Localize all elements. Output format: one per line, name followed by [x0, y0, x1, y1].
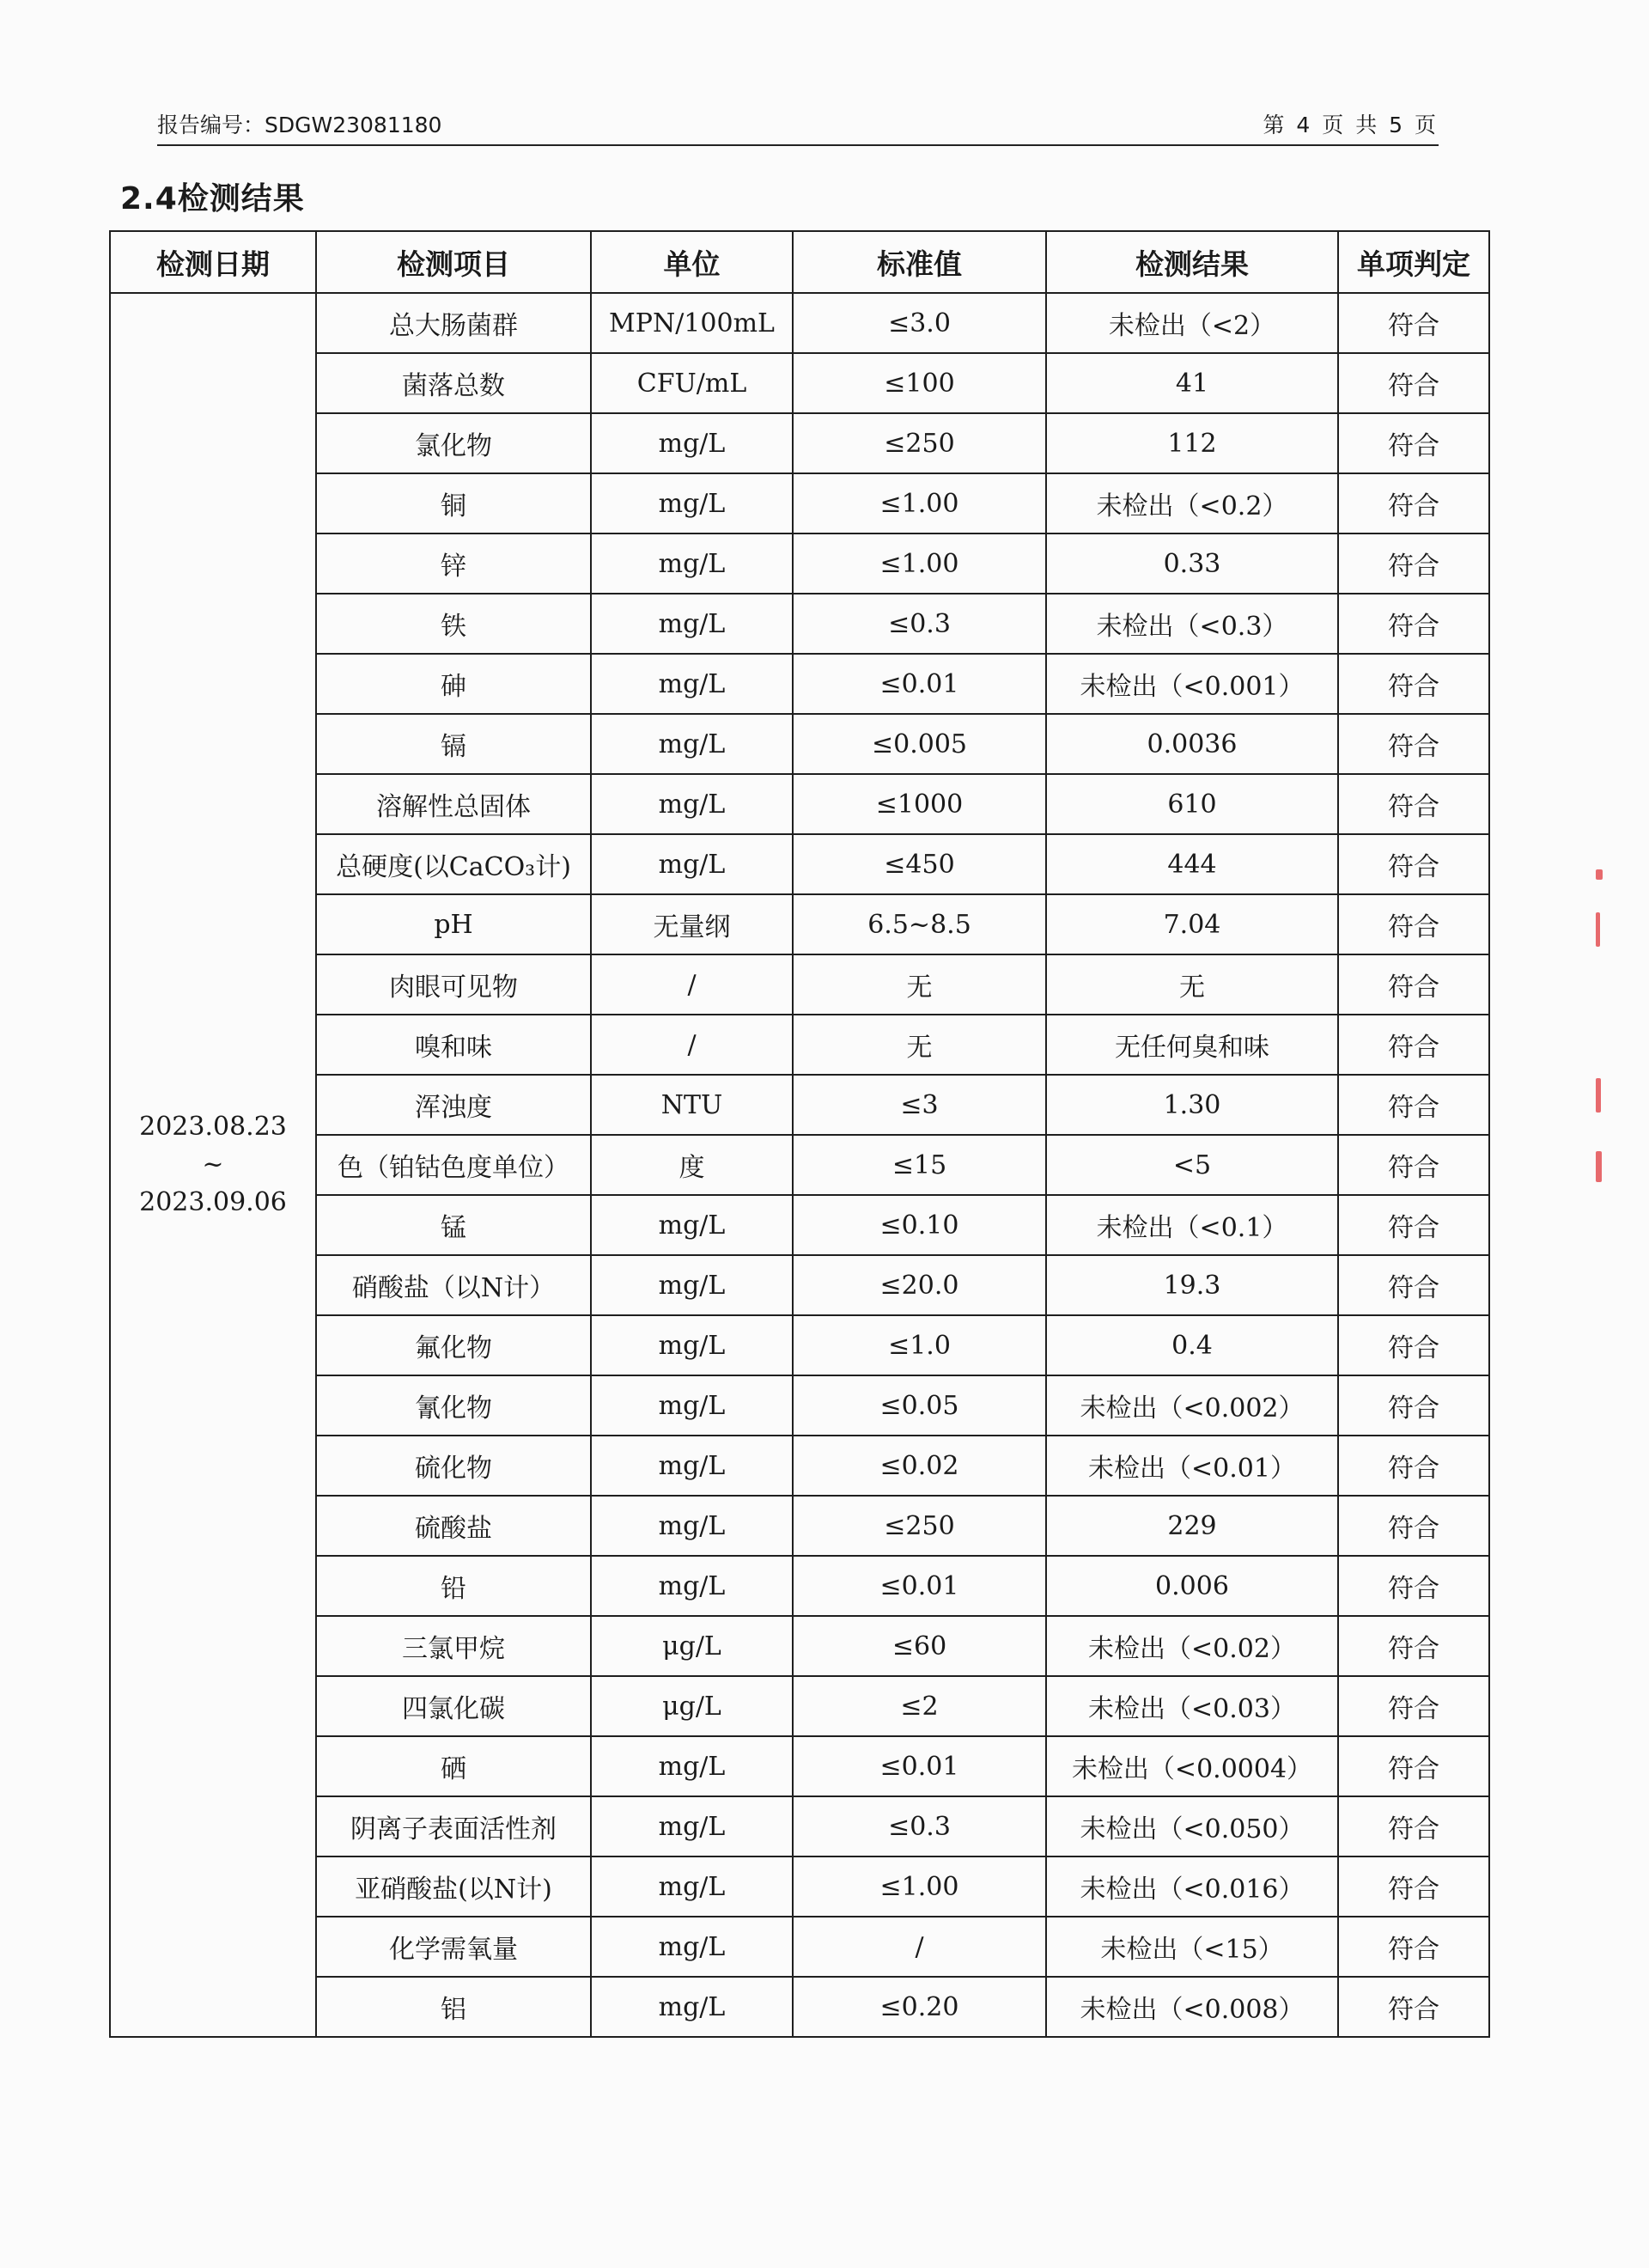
cell-item: 浑浊度	[316, 1075, 591, 1135]
cell-judgment: 符合	[1338, 654, 1489, 714]
table-row	[110, 654, 1489, 714]
results-table	[109, 230, 1490, 2038]
cell-result: 112	[1046, 413, 1338, 473]
cell-judgment: 符合	[1338, 1135, 1489, 1195]
cell-unit: 度	[591, 1135, 793, 1195]
table-row	[110, 1796, 1489, 1856]
cell-judgment: 符合	[1338, 1375, 1489, 1436]
column-header-result: 检测结果	[1046, 231, 1338, 293]
cell-result: 未检出（<0.008）	[1046, 1977, 1338, 2037]
cell-standard: /	[793, 1917, 1046, 1977]
cell-item: 氯化物	[316, 413, 591, 473]
cell-standard: ≤20.0	[793, 1255, 1046, 1315]
cell-unit: /	[591, 1015, 793, 1075]
cell-unit: mg/L	[591, 1436, 793, 1496]
cell-unit: mg/L	[591, 533, 793, 594]
cell-result: 未检出（<0.001）	[1046, 654, 1338, 714]
cell-judgment: 符合	[1338, 473, 1489, 533]
cell-unit: mg/L	[591, 594, 793, 654]
cell-unit: mg/L	[591, 714, 793, 774]
cell-standard: ≤0.01	[793, 1736, 1046, 1796]
cell-result: 未检出（<0.3）	[1046, 594, 1338, 654]
table-header-row	[110, 231, 1489, 293]
cell-result: 未检出（<0.03）	[1046, 1676, 1338, 1736]
cell-item: 肉眼可见物	[316, 954, 591, 1015]
table-row	[110, 594, 1489, 654]
cell-result: 229	[1046, 1496, 1338, 1556]
cell-judgment: 符合	[1338, 1676, 1489, 1736]
cell-unit: mg/L	[591, 473, 793, 533]
report-number: 报告编号：SDGW23081180	[157, 113, 442, 137]
cell-result: 未检出（<2）	[1046, 293, 1338, 353]
cell-item: 铁	[316, 594, 591, 654]
cell-judgment: 符合	[1338, 293, 1489, 353]
table-row	[110, 473, 1489, 533]
table-row	[110, 1856, 1489, 1917]
cell-standard: ≤15	[793, 1135, 1046, 1195]
cell-standard: ≤3.0	[793, 293, 1046, 353]
cell-result: 7.04	[1046, 894, 1338, 954]
date-separator: ~	[202, 1149, 224, 1180]
cell-item: 总大肠菌群	[316, 293, 591, 353]
cell-result: 1.30	[1046, 1075, 1338, 1135]
table-row	[110, 1075, 1489, 1135]
cell-standard: ≤250	[793, 1496, 1046, 1556]
cell-standard: ≤250	[793, 413, 1046, 473]
cell-item: pH	[316, 894, 591, 954]
cell-unit: mg/L	[591, 1917, 793, 1977]
table-row	[110, 1015, 1489, 1075]
cell-standard: ≤3	[793, 1075, 1046, 1135]
table-row	[110, 1375, 1489, 1436]
cell-item: 溶解性总固体	[316, 774, 591, 834]
section-title: 2.4检测结果	[120, 181, 305, 216]
cell-item: 嗅和味	[316, 1015, 591, 1075]
cell-item: 硫酸盐	[316, 1496, 591, 1556]
cell-result: 未检出（<0.016）	[1046, 1856, 1338, 1917]
cell-standard: ≤1.0	[793, 1315, 1046, 1375]
cell-standard: ≤0.02	[793, 1436, 1046, 1496]
cell-standard: ≤1000	[793, 774, 1046, 834]
cell-judgment: 符合	[1338, 1075, 1489, 1135]
seal-mark	[1596, 869, 1603, 880]
cell-result: 444	[1046, 834, 1338, 894]
table-row	[110, 293, 1489, 353]
cell-item: 锰	[316, 1195, 591, 1255]
cell-judgment: 符合	[1338, 1436, 1489, 1496]
cell-standard: ≤450	[793, 834, 1046, 894]
cell-result: 19.3	[1046, 1255, 1338, 1315]
cell-result: 0.33	[1046, 533, 1338, 594]
table-row	[110, 834, 1489, 894]
column-header-item: 检测项目	[316, 231, 591, 293]
cell-unit: mg/L	[591, 654, 793, 714]
table-row	[110, 1736, 1489, 1796]
cell-judgment: 符合	[1338, 714, 1489, 774]
cell-judgment: 符合	[1338, 1015, 1489, 1075]
cell-standard: ≤1.00	[793, 473, 1046, 533]
table-row	[110, 1135, 1489, 1195]
cell-result: 无	[1046, 954, 1338, 1015]
cell-standard: ≤0.01	[793, 1556, 1046, 1616]
cell-standard: ≤60	[793, 1616, 1046, 1676]
cell-standard: ≤0.3	[793, 1796, 1046, 1856]
cell-result: 未检出（<0.002）	[1046, 1375, 1338, 1436]
column-header-date: 检测日期	[110, 231, 316, 293]
cell-standard: ≤0.01	[793, 654, 1046, 714]
table-row	[110, 1676, 1489, 1736]
cell-judgment: 符合	[1338, 1917, 1489, 1977]
cell-result: 未检出（<15）	[1046, 1917, 1338, 1977]
cell-item: 氟化物	[316, 1315, 591, 1375]
column-header-unit: 单位	[591, 231, 793, 293]
date-end: 2023.09.06	[139, 1187, 287, 1217]
cell-item: 砷	[316, 654, 591, 714]
cell-item: 化学需氧量	[316, 1917, 591, 1977]
table-row	[110, 353, 1489, 413]
cell-unit: mg/L	[591, 834, 793, 894]
cell-judgment: 符合	[1338, 533, 1489, 594]
cell-judgment: 符合	[1338, 594, 1489, 654]
cell-standard: ≤0.005	[793, 714, 1046, 774]
cell-item: 菌落总数	[316, 353, 591, 413]
table-row	[110, 1315, 1489, 1375]
cell-unit: mg/L	[591, 1315, 793, 1375]
cell-item: 铝	[316, 1977, 591, 2037]
table-row	[110, 533, 1489, 594]
seal-mark	[1596, 1151, 1602, 1182]
cell-item: 硒	[316, 1736, 591, 1796]
cell-judgment: 符合	[1338, 1616, 1489, 1676]
table-body	[110, 293, 1489, 2037]
table-row	[110, 1195, 1489, 1255]
cell-result: 未检出（<0.1）	[1046, 1195, 1338, 1255]
cell-item: 四氯化碳	[316, 1676, 591, 1736]
table-row	[110, 774, 1489, 834]
cell-judgment: 符合	[1338, 894, 1489, 954]
cell-unit: NTU	[591, 1075, 793, 1135]
cell-standard: ≤0.3	[793, 594, 1046, 654]
date-start: 2023.08.23	[139, 1112, 287, 1142]
cell-judgment: 符合	[1338, 1856, 1489, 1917]
seal-mark	[1596, 1078, 1601, 1113]
cell-judgment: 符合	[1338, 413, 1489, 473]
seal-mark	[1596, 912, 1600, 947]
table-row	[110, 1496, 1489, 1556]
cell-judgment: 符合	[1338, 954, 1489, 1015]
cell-unit: mg/L	[591, 1556, 793, 1616]
cell-judgment: 符合	[1338, 774, 1489, 834]
table-row	[110, 1917, 1489, 1977]
cell-unit: mg/L	[591, 1375, 793, 1436]
cell-judgment: 符合	[1338, 1315, 1489, 1375]
cell-result: 未检出（<0.050）	[1046, 1796, 1338, 1856]
column-header-standard: 标准值	[793, 231, 1046, 293]
cell-unit: 无量纲	[591, 894, 793, 954]
cell-item: 硝酸盐（以N计）	[316, 1255, 591, 1315]
cell-standard: ≤0.05	[793, 1375, 1046, 1436]
cell-item: 镉	[316, 714, 591, 774]
cell-unit: MPN/100mL	[591, 293, 793, 353]
cell-judgment: 符合	[1338, 834, 1489, 894]
cell-standard: ≤1.00	[793, 533, 1046, 594]
cell-result: 无任何臭和味	[1046, 1015, 1338, 1075]
cell-judgment: 符合	[1338, 1796, 1489, 1856]
cell-unit: mg/L	[591, 1796, 793, 1856]
cell-standard: ≤0.10	[793, 1195, 1046, 1255]
cell-unit: mg/L	[591, 1496, 793, 1556]
cell-item: 总硬度(以CaCO₃计)	[316, 834, 591, 894]
table-row	[110, 954, 1489, 1015]
cell-unit: /	[591, 954, 793, 1015]
cell-item: 锌	[316, 533, 591, 594]
cell-item: 亚硝酸盐(以N计)	[316, 1856, 591, 1917]
cell-unit: mg/L	[591, 1195, 793, 1255]
cell-judgment: 符合	[1338, 1195, 1489, 1255]
cell-standard: ≤1.00	[793, 1856, 1046, 1917]
cell-unit: mg/L	[591, 1856, 793, 1917]
cell-item: 氰化物	[316, 1375, 591, 1436]
cell-unit: μg/L	[591, 1676, 793, 1736]
cell-unit: CFU/mL	[591, 353, 793, 413]
cell-unit: μg/L	[591, 1616, 793, 1676]
cell-standard: 无	[793, 1015, 1046, 1075]
table-row	[110, 413, 1489, 473]
table-row	[110, 894, 1489, 954]
table-row	[110, 1255, 1489, 1315]
cell-standard: 无	[793, 954, 1046, 1015]
table-row	[110, 1616, 1489, 1676]
cell-unit: mg/L	[591, 413, 793, 473]
cell-unit: mg/L	[591, 774, 793, 834]
table-row	[110, 714, 1489, 774]
cell-result: 未检出（<0.01）	[1046, 1436, 1338, 1496]
cell-result: 0.006	[1046, 1556, 1338, 1616]
cell-judgment: 符合	[1338, 1496, 1489, 1556]
column-header-judgment: 单项判定	[1338, 231, 1489, 293]
cell-result: 0.0036	[1046, 714, 1338, 774]
table-row	[110, 1436, 1489, 1496]
cell-standard: 6.5~8.5	[793, 894, 1046, 954]
cell-judgment: 符合	[1338, 1255, 1489, 1315]
date-range-cell	[110, 293, 316, 2037]
cell-standard: ≤100	[793, 353, 1046, 413]
cell-standard: ≤0.20	[793, 1977, 1046, 2037]
page-indicator: 第 4 页 共 5 页	[1263, 113, 1439, 137]
cell-standard: ≤2	[793, 1676, 1046, 1736]
cell-judgment: 符合	[1338, 1977, 1489, 2037]
cell-judgment: 符合	[1338, 1736, 1489, 1796]
cell-item: 铅	[316, 1556, 591, 1616]
table-row	[110, 1977, 1489, 2037]
cell-result: 610	[1046, 774, 1338, 834]
cell-result: 0.4	[1046, 1315, 1338, 1375]
cell-result: 41	[1046, 353, 1338, 413]
cell-judgment: 符合	[1338, 1556, 1489, 1616]
cell-unit: mg/L	[591, 1977, 793, 2037]
cell-item: 硫化物	[316, 1436, 591, 1496]
cell-item: 阴离子表面活性剂	[316, 1796, 591, 1856]
cell-item: 三氯甲烷	[316, 1616, 591, 1676]
cell-item: 铜	[316, 473, 591, 533]
table-row	[110, 1556, 1489, 1616]
cell-judgment: 符合	[1338, 353, 1489, 413]
cell-unit: mg/L	[591, 1736, 793, 1796]
cell-item: 色（铂钴色度单位）	[316, 1135, 591, 1195]
cell-result: 未检出（<0.2）	[1046, 473, 1338, 533]
page-header	[157, 108, 1439, 146]
cell-result: 未检出（<0.02）	[1046, 1616, 1338, 1676]
cell-result: 未检出（<0.0004）	[1046, 1736, 1338, 1796]
cell-result: <5	[1046, 1135, 1338, 1195]
cell-unit: mg/L	[591, 1255, 793, 1315]
